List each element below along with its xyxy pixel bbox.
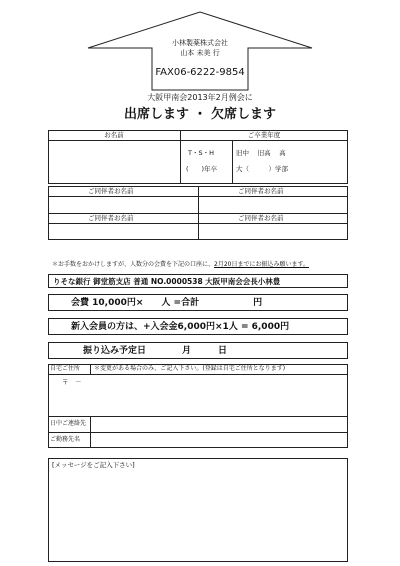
company-name: 小林製薬株式会社: [172, 39, 228, 47]
company-name-label: ご勤務先名: [50, 436, 81, 443]
fee-line[interactable]: 会費 10,000円× 人 =合計 円: [48, 294, 348, 311]
graduation-year-label: ご卒業年度: [247, 131, 281, 139]
recipient-name: 山本 未美 行: [180, 49, 220, 57]
table-divider: [48, 196, 348, 197]
message-box[interactable]: [48, 458, 348, 562]
university-faculty-field[interactable]: 大（ ）学部: [236, 165, 288, 173]
name-field[interactable]: [50, 143, 178, 181]
companion-label-1: ご同伴者お名前: [88, 187, 134, 195]
table-divider: [48, 432, 348, 433]
fax-number: FAX06-6222-9854: [155, 67, 245, 78]
address-change-note: ＊変更がある場合のみ、ご記入下さい。(登録は自宅ご住所となります): [94, 365, 286, 372]
company-name-field[interactable]: [92, 434, 346, 446]
daytime-contact-field[interactable]: [92, 418, 346, 430]
table-divider: [48, 416, 348, 417]
table-divider: [232, 140, 233, 184]
home-address-label: 自宅ご住所: [50, 365, 81, 372]
daytime-contact-label: 日中ご連絡先: [50, 420, 87, 427]
payment-note-text: ＊お手数をおかけしますが、人数分の会費を下記の口座に、: [52, 261, 215, 268]
table-divider: [48, 374, 348, 375]
message-label: [メッセージをご記入下さい]: [52, 461, 135, 469]
companion-label-4: ご同伴者お名前: [238, 214, 284, 222]
era-year-field[interactable]: ( )年卒: [186, 165, 218, 173]
table-divider: [48, 223, 348, 224]
bank-account: りそな銀行 御堂筋支店 普通 NO.0000538 大阪甲南会会長小林豊: [48, 274, 348, 288]
name-label: お名前: [104, 131, 124, 139]
postal-code-field[interactable]: 〒 －: [62, 378, 82, 386]
companion-label-3: ご同伴者お名前: [88, 214, 134, 222]
table-divider: [90, 364, 91, 374]
new-member-fee-line: 新入会員の方は、+入会金6,000円×1人 = 6,000円: [48, 318, 348, 335]
table-divider: [90, 416, 91, 448]
table-divider: [48, 140, 348, 141]
transfer-date-line[interactable]: 振り込み予定日 月 日: [48, 342, 348, 359]
era-options[interactable]: T・S・H: [188, 149, 214, 157]
school-type-options[interactable]: 旧中 旧高 高: [236, 149, 286, 157]
attendance-choice[interactable]: 出席します ・ 欠席します: [123, 107, 277, 122]
payment-deadline: 2月20日までにお振込み願います。: [214, 261, 309, 268]
event-title: 大阪甲南会2013年2月例会に: [147, 93, 253, 102]
payment-note: [52, 262, 309, 268]
companion-label-2: ご同伴者お名前: [238, 187, 284, 195]
address-field[interactable]: [60, 386, 340, 414]
